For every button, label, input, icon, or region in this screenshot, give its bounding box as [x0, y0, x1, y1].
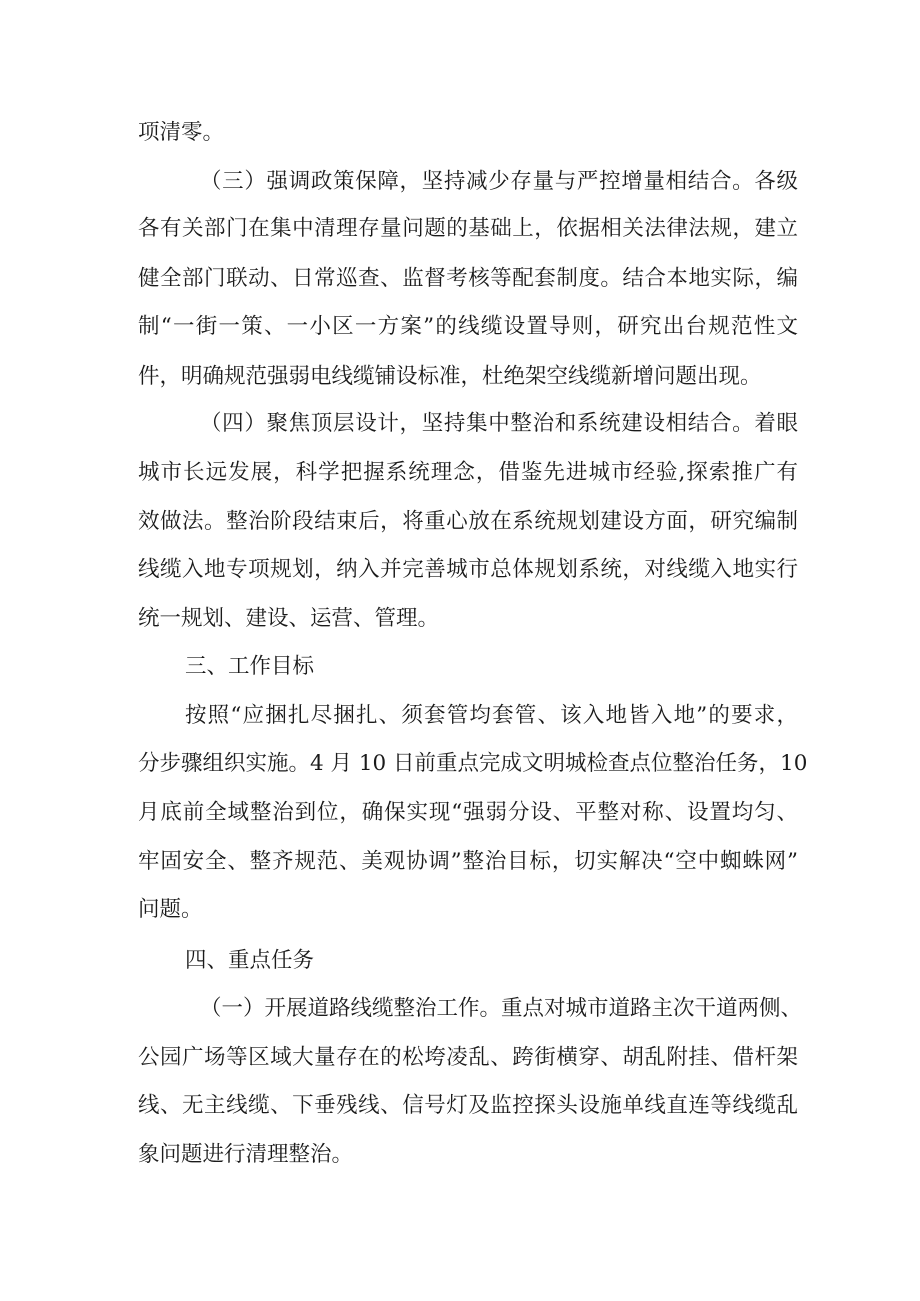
paragraph-line: 各有关部门在集中清理存量问题的基础上，依据相关法律法规，建立	[138, 216, 798, 241]
paragraph-line: 分步骤组织实施。4 月 10 日前重点完成文明城检查点位整治任务，10	[138, 751, 808, 776]
paragraph-line: 问题。	[138, 897, 203, 922]
paragraph-line: 效做法。整治阶段结束后，将重心放在系统规划建设方面，研究编制	[138, 509, 798, 534]
section-heading: 四、重点任务	[185, 948, 315, 973]
paragraph-line: （一）开展道路线缆整治工作。重点对城市道路主次干道两侧、	[200, 996, 803, 1021]
section-heading: 三、工作目标	[185, 654, 315, 679]
paragraph-line: 城市长远发展，科学把握系统理念，借鉴先进城市经验,探索推广有	[138, 460, 798, 485]
paragraph-line: 象问题进行清理整治。	[138, 1142, 354, 1167]
paragraph-line: 线缆入地专项规划，纳入并完善城市总体规划系统，对线缆入地实行	[138, 557, 798, 582]
paragraph-line: （三）强调政策保障，坚持减少存量与严控增量相结合。各级	[200, 169, 798, 194]
paragraph-line: 月底前全域整治到位，确保实现“强弱分设、平整对称、设置均匀、	[138, 800, 798, 825]
paragraph-line: 统一规划、建设、运营、管理。	[138, 606, 440, 631]
paragraph-line: （四）聚焦顶层设计，坚持集中整治和系统建设相结合。着眼	[200, 411, 798, 436]
paragraph-line: 公园广场等区域大量存在的松垮凌乱、跨街横穿、胡乱附挂、借杆架	[138, 1045, 798, 1070]
paragraph-line: 制“一街一策、一小区一方案”的线缆设置导则，研究出台规范性文	[138, 314, 798, 339]
paragraph-line: 件，明确规范强弱电线缆铺设标准，杜绝架空线缆新增问题出现。	[138, 364, 762, 389]
paragraph-line: 按照“应捆扎尽捆扎、须套管均套管、该入地皆入地”的要求，	[185, 703, 798, 728]
paragraph-line: 健全部门联动、日常巡查、监督考核等配套制度。结合本地实际，编	[138, 266, 798, 291]
paragraph-line: 项清零。	[138, 120, 225, 145]
paragraph-line: 牢固安全、整齐规范、美观协调”整治目标，切实解决“空中蜘蛛网”	[138, 849, 798, 874]
paragraph-line: 线、无主线缆、下垂残线、信号灯及监控探头设施单线直连等线缆乱	[138, 1093, 798, 1118]
